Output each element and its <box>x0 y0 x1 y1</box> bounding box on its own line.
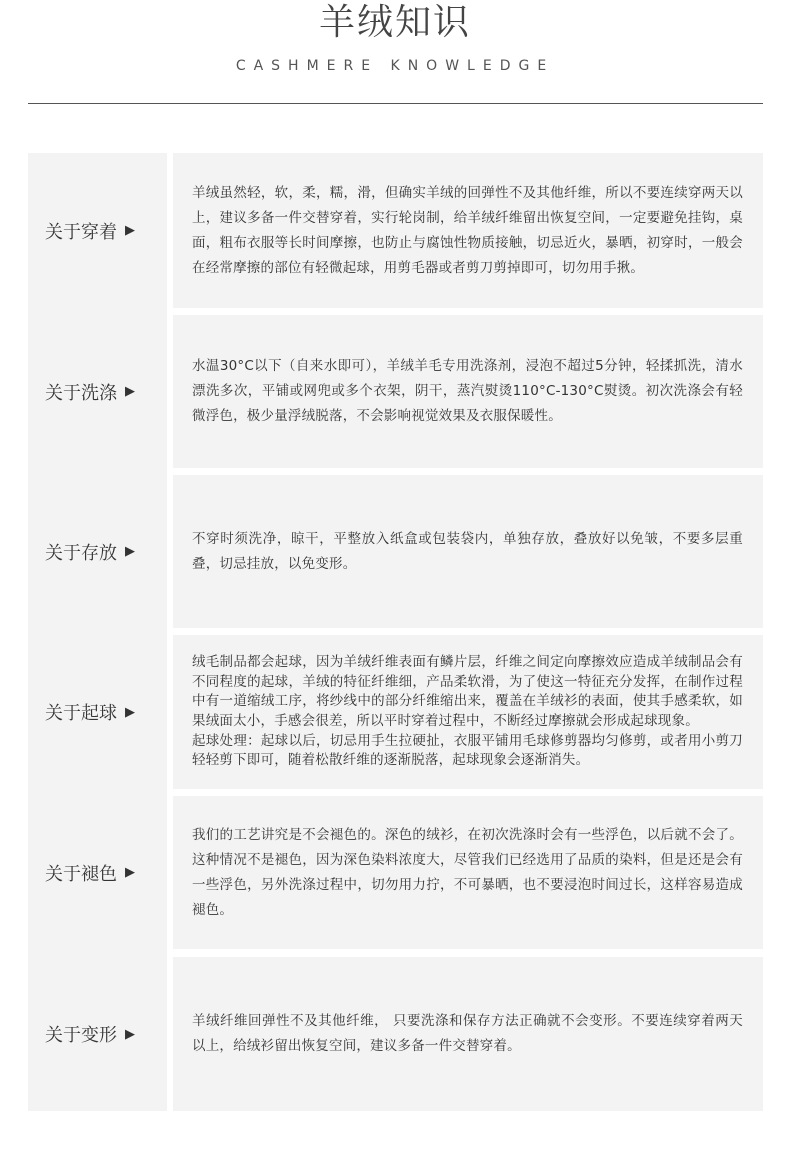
section-label-text: 关于存放 <box>45 542 117 564</box>
section-content <box>173 796 763 949</box>
section-content <box>173 475 763 628</box>
section-label-text: 关于洗涤 <box>45 382 117 404</box>
arrow-right-icon: ▶ <box>125 1026 135 1042</box>
arrow-right-icon: ▶ <box>125 544 135 559</box>
section-label <box>45 635 165 789</box>
section-label-text: 关于变形 <box>45 1025 117 1046</box>
arrow-right-icon: ▶ <box>125 865 135 880</box>
section-deformation <box>0 957 790 1111</box>
section-label-text: 关于穿着 <box>45 221 117 243</box>
section-label <box>45 957 165 1111</box>
arrow-right-icon: ▶ <box>125 384 135 399</box>
section-paragraph: 羊绒虽然轻，软，柔，糯，滑，但确实羊绒的回弹性不及其他纤维，所以不要连续穿两天以上，建议多备一件交替穿着，实行轮岗制，给羊绒纤维留出恢复空间，一定要避免挂钩，桌面，粗布衣服等长时间摩擦，也防止与腐蚀性物质接触，切忌近火，暴晒，初穿时，一般会在经常摩擦的部位有轻微起球，用剪毛器或者剪刀剪掉即可，切勿用手揪。 <box>192 184 743 276</box>
section-content <box>173 957 763 1111</box>
section-content <box>173 635 763 789</box>
arrow-right-icon: ▶ <box>125 223 135 238</box>
section-label <box>45 315 165 468</box>
section-label <box>45 796 165 949</box>
section-content <box>173 315 763 468</box>
section-label-text: 关于起球 <box>45 703 117 724</box>
section-paragraph-treatment: 起球处理：起球以后，切忌用手生拉硬扯，衣服平铺用毛球修剪器均匀修剪，或者用小剪刀轻轻剪下即可，随着松散纤维的逐渐脱落，起球现象会逐渐消失。 <box>192 732 743 769</box>
section-storage <box>0 475 790 628</box>
section-paragraph: 不穿时须洗净，晾干，平整放入纸盒或包装袋内，单独存放，叠放好以免皱，不要多层重叠，切忌挂放，以免变形。 <box>192 530 743 572</box>
section-label-text: 关于褪色 <box>45 863 117 885</box>
section-label <box>45 475 165 628</box>
section-washing <box>0 315 790 468</box>
section-label <box>45 153 165 308</box>
section-pilling <box>0 635 790 789</box>
section-paragraph: 我们的工艺讲究是不会褪色的。深色的绒衫，在初次洗涤时会有一些浮色，以后就不会了。这种情况不是褪色，因为深色染料浓度大，尽管我们已经选用了品质的染料，但是还是会有一些浮色，另外洗涤过程中，切勿用力拧，不可暴晒，也不要浸泡时间过长，这样容易造成褪色。 <box>192 826 743 918</box>
section-paragraph: 水温30°C以下（自来水即可），羊绒羊毛专用洗涤剂，浸泡不超过5分钟，轻揉抓洗，清水漂洗多次，平铺或网兜或多个衣架，阴干，蒸汽熨烫110°C-130°C熨烫。初次洗涤会有轻微浮色，极少量浮绒脱落，不会影响视觉效果及衣服保暖性。 <box>192 358 743 424</box>
header-divider <box>28 103 763 104</box>
section-content <box>173 153 763 308</box>
section-fading <box>0 796 790 949</box>
section-paragraph: 绒毛制品都会起球，因为羊绒纤维表面有鳞片层，纤维之间定向摩擦效应造成羊绒制品会有不同程度的起球，羊绒的特征纤维细，产品柔软滑，为了使这一特征充分发挥，在制作过程中有一道缩绒工序，将纱线中的部分纤维缩出来，覆盖在羊绒衫的表面，使其手感柔软，如果绒面太小，手感会很差，所以平时穿着过程中，不断经过摩擦就会形成起球现象。 <box>192 654 743 729</box>
page-subtitle: CASHMERE KNOWLEDGE <box>235 58 555 74</box>
arrow-right-icon: ▶ <box>125 704 135 720</box>
section-wearing <box>0 153 790 308</box>
page-title: 羊绒知识 <box>318 2 471 43</box>
section-paragraph: 羊绒纤维回弹性不及其他纤维， 只要洗涤和保存方法正确就不会变形。不要连续穿着两天以上，给绒衫留出恢复空间，建议多备一件交替穿着。 <box>192 1013 743 1054</box>
